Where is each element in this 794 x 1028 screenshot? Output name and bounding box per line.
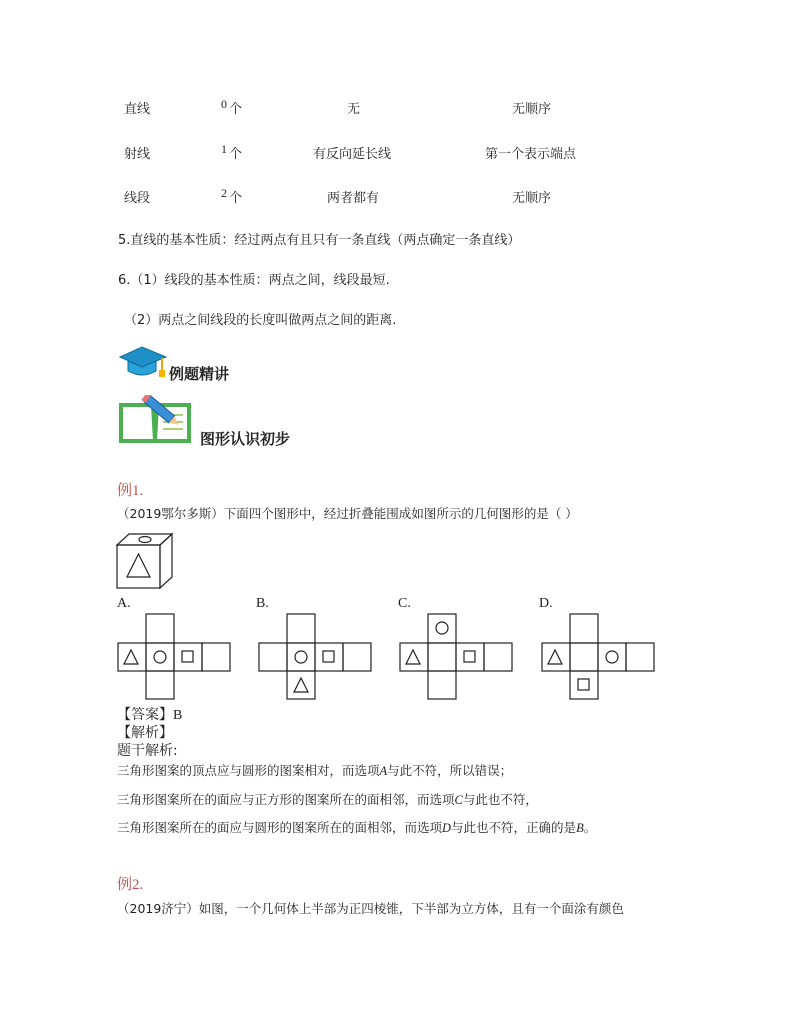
example-1-label: 例1. xyxy=(117,483,144,499)
topic-heading: 图形认识初步 xyxy=(200,430,291,448)
analysis-label: 【解析】 xyxy=(117,725,173,741)
analysis-line-1: 三角形图案的顶点应与圆形的图案相对，而选项A与此不符，所以错误； xyxy=(117,763,513,778)
table-row-2-count: 1 个 xyxy=(221,142,243,162)
option-d-net xyxy=(540,612,657,702)
option-a-net xyxy=(116,612,233,702)
table-row-2-order: 第一个表示端点 xyxy=(485,147,577,162)
cube-figure xyxy=(115,531,175,591)
example-1-question: （2019鄂尔多斯）下面四个图形中，经过折叠能围成如图所示的几何图形的是（ ） xyxy=(117,506,578,521)
table-row-3-count: 2 个 xyxy=(221,186,243,206)
table-row-1-order: 无顺序 xyxy=(512,102,552,117)
table-row-2-name: 射线 xyxy=(124,147,151,162)
open-book-icon xyxy=(117,395,193,445)
table-row-3-order: 无顺序 xyxy=(512,191,552,206)
table-row-1-count: 0 个 xyxy=(221,97,243,117)
table-row-3-name: 线段 xyxy=(124,191,151,206)
option-c-label: C. xyxy=(398,596,411,611)
graduation-cap-icon xyxy=(116,345,170,381)
answer-line: 【答案】B xyxy=(117,707,183,723)
analysis-intro: 题干解析: xyxy=(117,743,178,759)
option-c-net xyxy=(398,612,515,702)
option-d-label: D. xyxy=(539,596,553,611)
table-row-3-extension: 两者都有 xyxy=(327,191,380,206)
analysis-line-3: 三角形图案所在的面应与圆形的图案所在的面相邻，而选项D与此也不符，正确的是B。 xyxy=(117,820,597,835)
property-6-1: 6.（1）线段的基本性质：两点之间，线段最短. xyxy=(118,273,390,288)
table-row-1-extension: 无 xyxy=(347,102,361,117)
example-2-label: 例2. xyxy=(117,877,144,893)
examples-heading: 例题精讲 xyxy=(169,365,230,383)
property-6-2: （2）两点之间线段的长度叫做两点之间的距离. xyxy=(124,313,397,328)
property-5: 5.直线的基本性质：经过两点有且只有一条直线（两点确定一条直线） xyxy=(118,233,521,248)
analysis-line-2: 三角形图案所在的面应与正方形的图案所在的面相邻，而选项C与此也不符， xyxy=(117,792,538,807)
table-row-1-name: 直线 xyxy=(124,102,151,117)
option-b-net xyxy=(257,612,374,702)
option-a-label: A. xyxy=(117,596,131,611)
option-b-label: B. xyxy=(256,596,269,611)
example-2-question: （2019济宁）如图，一个几何体上半部为正四棱锥，下半部为立方体，且有一个面涂有颜色 xyxy=(117,901,624,916)
table-row-2-extension: 有反向延长线 xyxy=(313,147,392,162)
